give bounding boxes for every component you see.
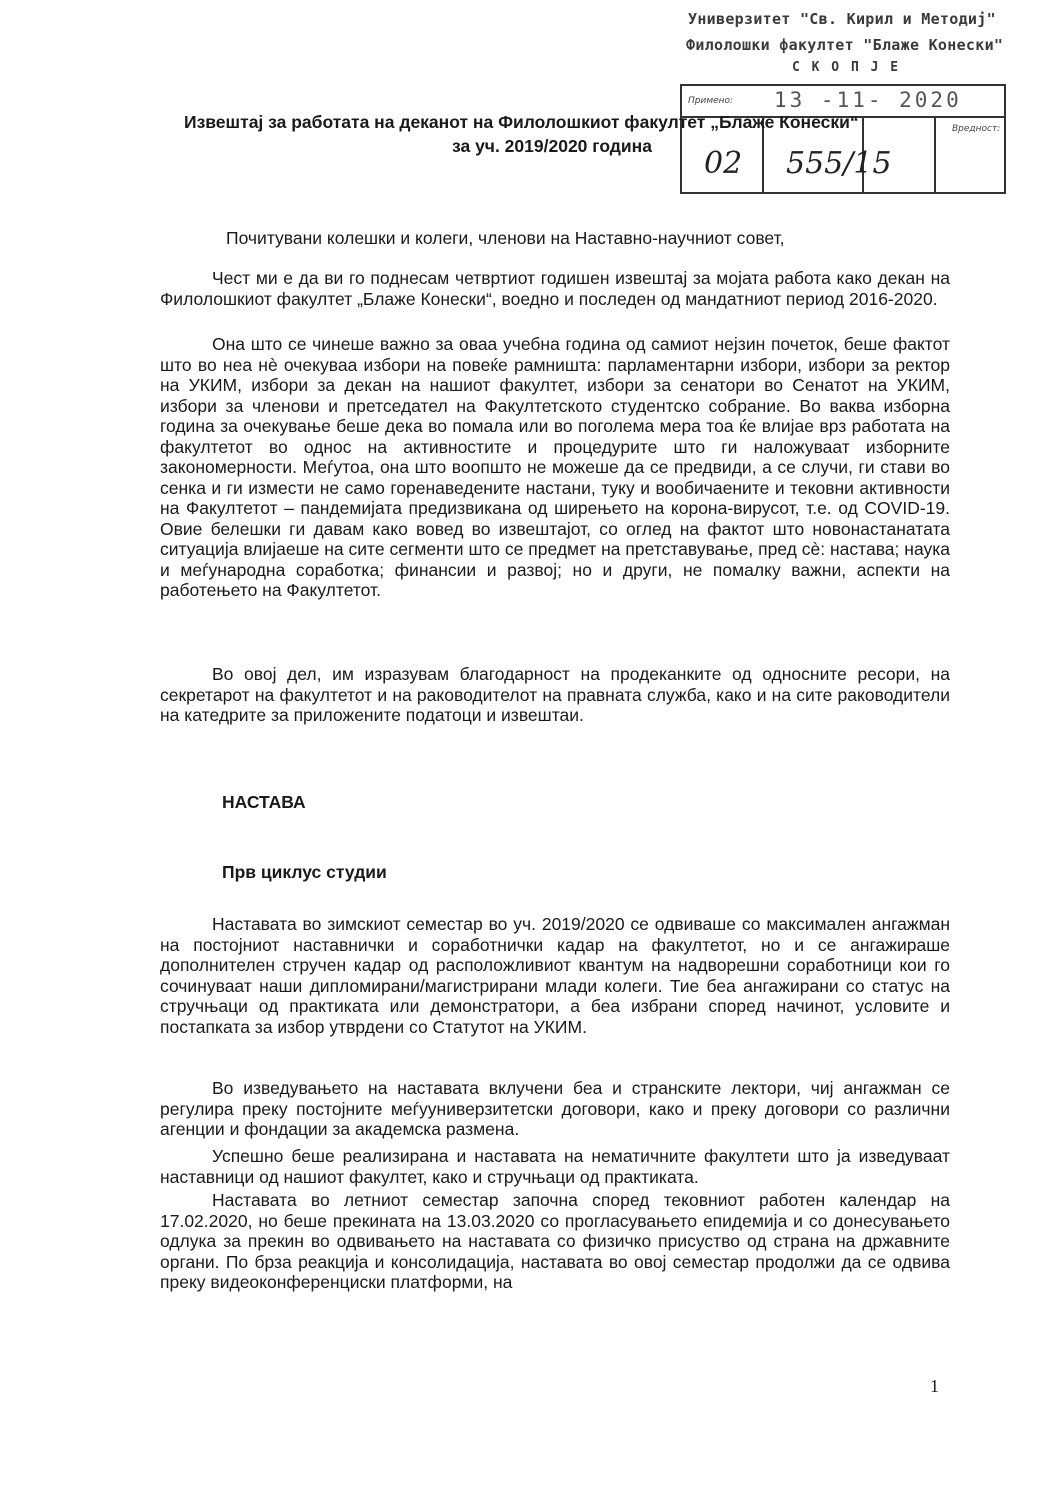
stamp-received-date: 13 -11- 2020 — [774, 88, 962, 112]
paragraph: Во изведувањето на наставата вклучени беа и странските лектори, чиј ангажман се регулира преку постојните меѓууниверзитетски договори, како и преку договори со различни агенции и фондации за академска размена. — [160, 1078, 950, 1139]
stamp-received-label: Примено: — [688, 96, 734, 106]
stamp-doc-number: 555/15 — [786, 146, 892, 181]
document-title-line2: за уч. 2019/2020 година — [452, 136, 652, 156]
document-title-line1: Извештај за работата на деканот на Филолошкиот факултет „Блаже Конески“ — [184, 112, 859, 132]
stamp-value-label: Вредност: — [952, 124, 1001, 134]
paragraph: Во овој дел, им изразувам благодарност на продеканките од односните ресори, на секретарот на факултетот и на раководителот на правната служба, како и на сите раководители на катедрите за приложените податоци и извештаи. — [160, 664, 950, 725]
section-heading: НАСТАВА — [222, 792, 306, 812]
stamp-city: С К О П Ј Е — [792, 60, 901, 75]
greeting: Почитувани колешки и колеги, членови на Наставно-научниот совет, — [226, 228, 785, 248]
stamp-divider — [934, 116, 936, 192]
paragraph: Она што се чинеше важно за оваа учебна година од самиот нејзин почеток, беше фактот што во неа нè очекуваа избори на повеќе рамништа: парламентарни избори, избори за ректор на УКИМ, избори за декан на нашиот факултет, избори за сенатори во Сенатот на УКИМ, избори за членови и претседател на Факултетското студентско собрание. Во ваква изборна година за очекување беше дека во помала или во поголема мера тоа ќе влијае врз работата на факултетот во однос на активностите и процедурите што ги наложуваат изборните закономерности. Меѓутоа, она што воопшто не можеше да се предвиди, а се случи, ги стави во сенка и ги измести не само горенаведените настани, туку и вообичаените и тековни активности на Факултетот – пандемијата предизвикана од ширењето на корона-вирусот, т.е. од COVID-19. Овие белешки ги давам како вовед во извештајот, со оглед на фактот што новонастанатата ситуација влијаеше на сите сегменти што се предмет на претставување, пред сè: настава; наука и меѓународна соработка; финансии и развој; но и други, не помалку важни, аспекти на работењето на Факултетот. — [160, 334, 950, 600]
paragraph: Наставата во летниот семестар започна според тековниот работен календар на 17.02.2020, но беше прекината на 13.03.2020 со прогласувањето епидемија и со донесувањето одлука за прекин во одвивањето на наставата со физичко присуство од страна на државните органи. По брза реакција и консолидација, наставата во овој семестар продолжи да се одвива преку видеоконференциски платформи, на — [160, 1190, 950, 1292]
stamp-faculty-name: Филолошки факултет "Блаже Конески" — [686, 36, 1004, 54]
registration-stamp — [680, 84, 1006, 194]
subsection-heading: Прв циклус студии — [222, 862, 387, 882]
stamp-university-name: Универзитет "Св. Кирил и Методиј" — [688, 10, 996, 28]
paragraph: Успешно беше реализирана и наставата на нематичните факултети што ја изведуваат наставници од нашиот факултет, како и стручњаци од практиката. — [160, 1146, 950, 1187]
stamp-org-code: 02 — [704, 146, 743, 181]
page-number: 1 — [930, 1376, 939, 1396]
paragraph: Чест ми е да ви го поднесам четвртиот годишен извештај за мојата работа како декан на Филолошкиот факултет „Блаже Конески“, воедно и последен од мандатниот период 2016-2020. — [160, 268, 950, 309]
paragraph: Наставата во зимскиот семестар во уч. 2019/2020 се одвиваше со максимален ангажман на постојниот наставнички и соработнички кадар на факултетот, но и се ангажираше дополнителен стручен кадар од расположливиот квантум на надворешни соработници кои го сочинуваат наши дипломирани/магистрирани млади колеги. Тие беа ангажирани со статус на стручњаци од практиката или демонстратори, а беа избрани според начинот, условите и постапката за избор утврдени со Статутот на УКИМ. — [160, 914, 950, 1037]
